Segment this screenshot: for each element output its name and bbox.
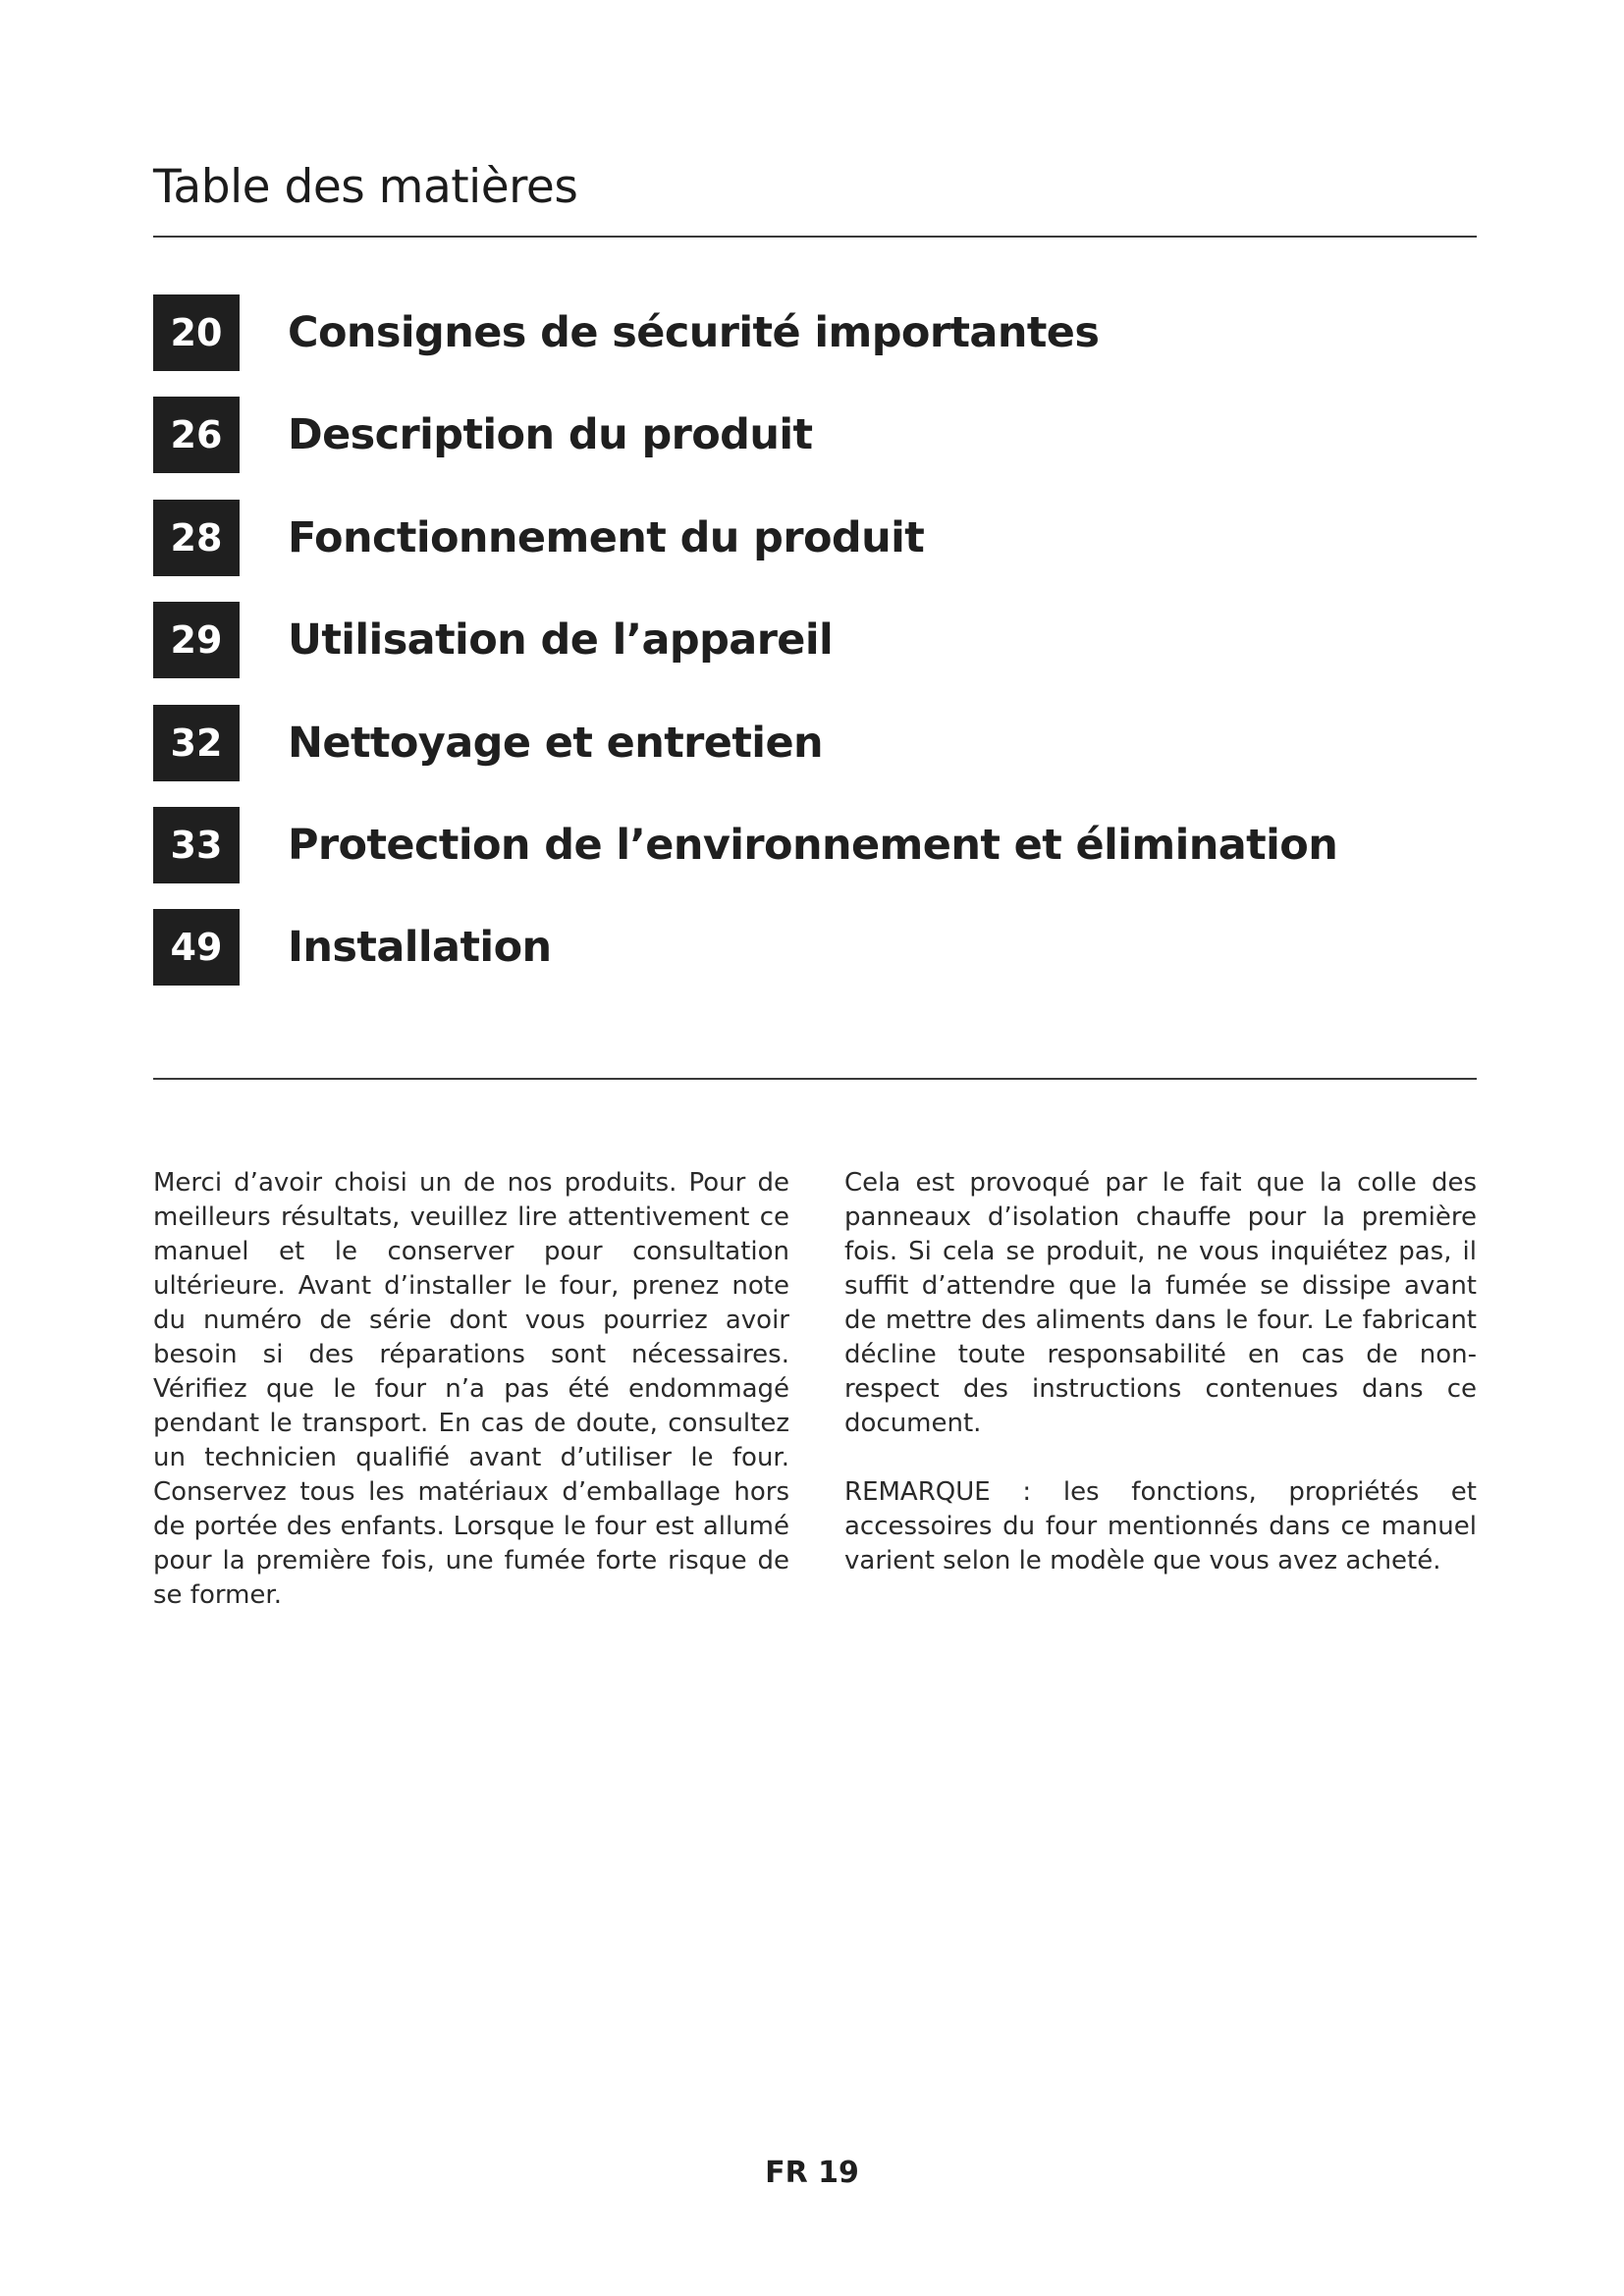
toc-page-number: 32 [153,705,240,781]
toc-entry-label: Consignes de sécurité importantes [288,308,1100,357]
toc-page-number: 33 [153,807,240,883]
toc-entry-label: Fonctionnement du produit [288,512,925,562]
toc-entry-label: Protection de l’environnement et élimination [288,820,1338,870]
toc-entry[interactable] [153,909,1477,986]
toc-entry[interactable] [153,397,1477,473]
toc-divider [153,1078,1477,1080]
toc-entry-label: Installation [288,923,552,973]
toc-page-number: 20 [153,294,240,371]
title-divider [153,236,1477,238]
remark-note: REMARQUE : les fonctions, propriétés et accessoires du four mentionnés dans ce manuel varient selon le modèle que vous avez acheté. [844,1477,1477,1575]
table-of-contents [153,294,1477,1012]
toc-entry-label: Utilisation de l’appareil [288,615,834,666]
toc-page-number: 29 [153,602,240,678]
intro-column-left [153,1166,789,1613]
page-number: FR 19 [765,2156,859,2190]
toc-entry[interactable] [153,500,1477,576]
page-title: Table des matières [153,160,578,214]
intro-paragraph: Merci d’avoir choisi un de nos produits. Pour de meilleurs résultats, veuillez lire attentivement ce manuel et le conserver pour consultation ultérieure. Avant d’installer le four, prenez note du numéro de série dont vous pourriez avoir besoin si des réparations sont nécessaires. Vérifiez que le four n’a pas été endommagé pendant le transport. En cas de doute, consultez un technicien qualifié avant d’utiliser le four. Conservez tous les matériaux d’emballage hors de portée des enfants. Lorsque le four est allumé pour la première fois, une fumée forte risque de se former. [153,1168,789,1610]
intro-column-right [844,1166,1477,1578]
toc-entry[interactable] [153,294,1477,371]
toc-page-number: 28 [153,500,240,576]
toc-entry[interactable] [153,602,1477,678]
toc-page-number: 49 [153,909,240,986]
toc-entry[interactable] [153,705,1477,781]
toc-entry[interactable] [153,807,1477,883]
toc-entry-label: Description du produit [288,410,813,460]
toc-entry-label: Nettoyage et entretien [288,718,824,768]
toc-page-number: 26 [153,397,240,473]
intro-paragraph-continued: Cela est provoqué par le fait que la colle des panneaux d’isolation chauffe pour la première fois. Si cela se produit, ne vous inquiétez pas, il suffit d’attendre que la fumée se dissipe avant de mettre des aliments dans le four. Le fabricant décline toute responsabilité en cas de non-respect des instructions contenues dans ce document. [844,1168,1477,1438]
